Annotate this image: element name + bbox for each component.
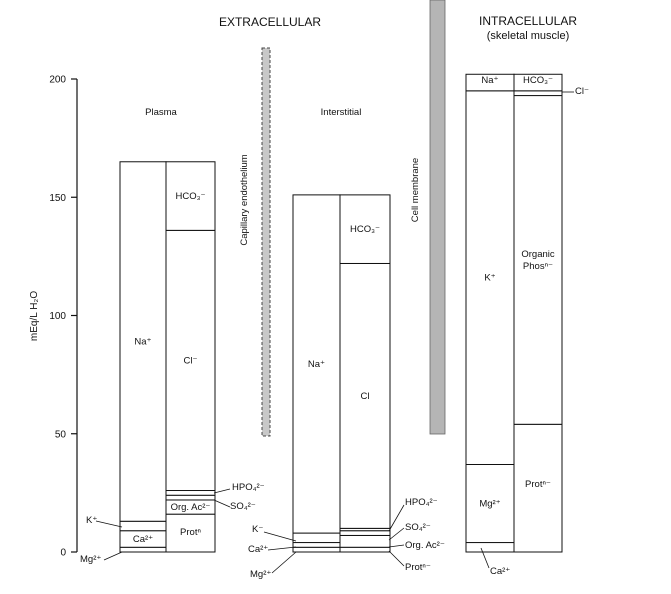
segment-0-anion-3 (166, 491, 215, 496)
ion-label: HCO₃⁻ (175, 191, 206, 203)
ion-label: Cl (360, 390, 370, 402)
ion-label: Organic (521, 248, 555, 260)
ion-label: HCO₃⁻ (523, 75, 553, 86)
ion-label: SO₄²⁻ (405, 522, 431, 533)
ion-label: HCO₃⁻ (350, 224, 380, 236)
ion-label: K⁻ (252, 524, 264, 535)
ion-label: SO₄²⁻ (230, 501, 256, 512)
ion-label: Org. Ac²⁻ (170, 502, 211, 513)
y-axis-ticks (49, 75, 77, 559)
intracellular-heading: INTRACELLULAR (478, 14, 578, 28)
leader-line (214, 489, 230, 493)
extracellular-heading: EXTRACELLULAR (218, 15, 322, 29)
ion-label: Na⁺ (134, 336, 152, 348)
y-tick-label: 0 (60, 547, 66, 559)
ion-label: Protⁿ⁻ (525, 479, 551, 490)
segment-1-cation-0 (293, 547, 340, 552)
y-tick-label: 50 (54, 429, 66, 441)
y-axis-label: mEq/L H₂O (29, 290, 40, 342)
ion-label: Ca²⁺ (248, 544, 269, 555)
ion-label: Org. Ac²⁻ (405, 540, 445, 551)
leader-line (96, 521, 122, 527)
leader-line (264, 532, 296, 541)
y-tick-label: 150 (49, 192, 66, 204)
ion-label: Ca²⁺ (490, 566, 511, 577)
ion-label: Mg²⁺ (250, 569, 272, 580)
plasma-title: Plasma (145, 107, 177, 118)
segment-1-anion-0 (340, 547, 390, 552)
ion-label: K⁺ (484, 272, 496, 284)
segment-1-anion-1 (340, 535, 390, 547)
cell-membrane-label: Cell membrane (410, 157, 421, 223)
leader-line (389, 551, 404, 566)
capillary-endothelium-label: Capillary endothelium (239, 154, 250, 246)
ion-label: Cl⁻ (575, 86, 589, 97)
ion-label: Ca²⁺ (132, 534, 154, 545)
bars-layer (120, 74, 562, 552)
ion-label-line2: Phosⁿ⁻ (522, 260, 554, 272)
segment-1-cation-2 (293, 533, 340, 542)
leader-line (268, 547, 296, 550)
leader-line (104, 552, 122, 560)
y-tick-label: 100 (49, 311, 66, 322)
leader-line (272, 552, 296, 573)
segment-1-cation-1 (293, 543, 340, 548)
leader-line (389, 505, 404, 531)
y-tick-label: 200 (49, 74, 66, 86)
ion-label: Protⁿ (180, 527, 201, 538)
ion-label: Na⁺ (481, 75, 499, 86)
ion-label: Cl⁻ (183, 355, 198, 367)
ion-label: Mg²⁺ (80, 554, 102, 565)
cell-membrane-barrier (430, 0, 445, 434)
segment-0-anion-2 (166, 495, 215, 500)
segment-1-anion-2 (340, 531, 390, 536)
leader-line (214, 500, 230, 507)
intracellular-subheading: (skeletal muscle) (486, 30, 570, 42)
ion-label: HPO₄²⁻ (405, 497, 438, 508)
interstitial-title: Interstitial (320, 107, 362, 118)
segment-2-cation-0 (466, 543, 514, 552)
ion-label: Na⁺ (307, 358, 326, 370)
ion-label: HPO₄²⁻ (232, 482, 265, 493)
segment-0-cation-2 (120, 521, 166, 530)
ion-label: Mg²⁺ (479, 498, 501, 510)
leader-line (389, 528, 404, 540)
ion-label: Protⁿ⁻ (405, 562, 431, 573)
ion-label: K⁺ (86, 515, 98, 526)
capillary-endothelium-barrier (262, 48, 270, 436)
leader-line (389, 545, 404, 547)
segment-0-cation-0 (120, 547, 166, 552)
segment-2-anion-2 (514, 91, 562, 96)
